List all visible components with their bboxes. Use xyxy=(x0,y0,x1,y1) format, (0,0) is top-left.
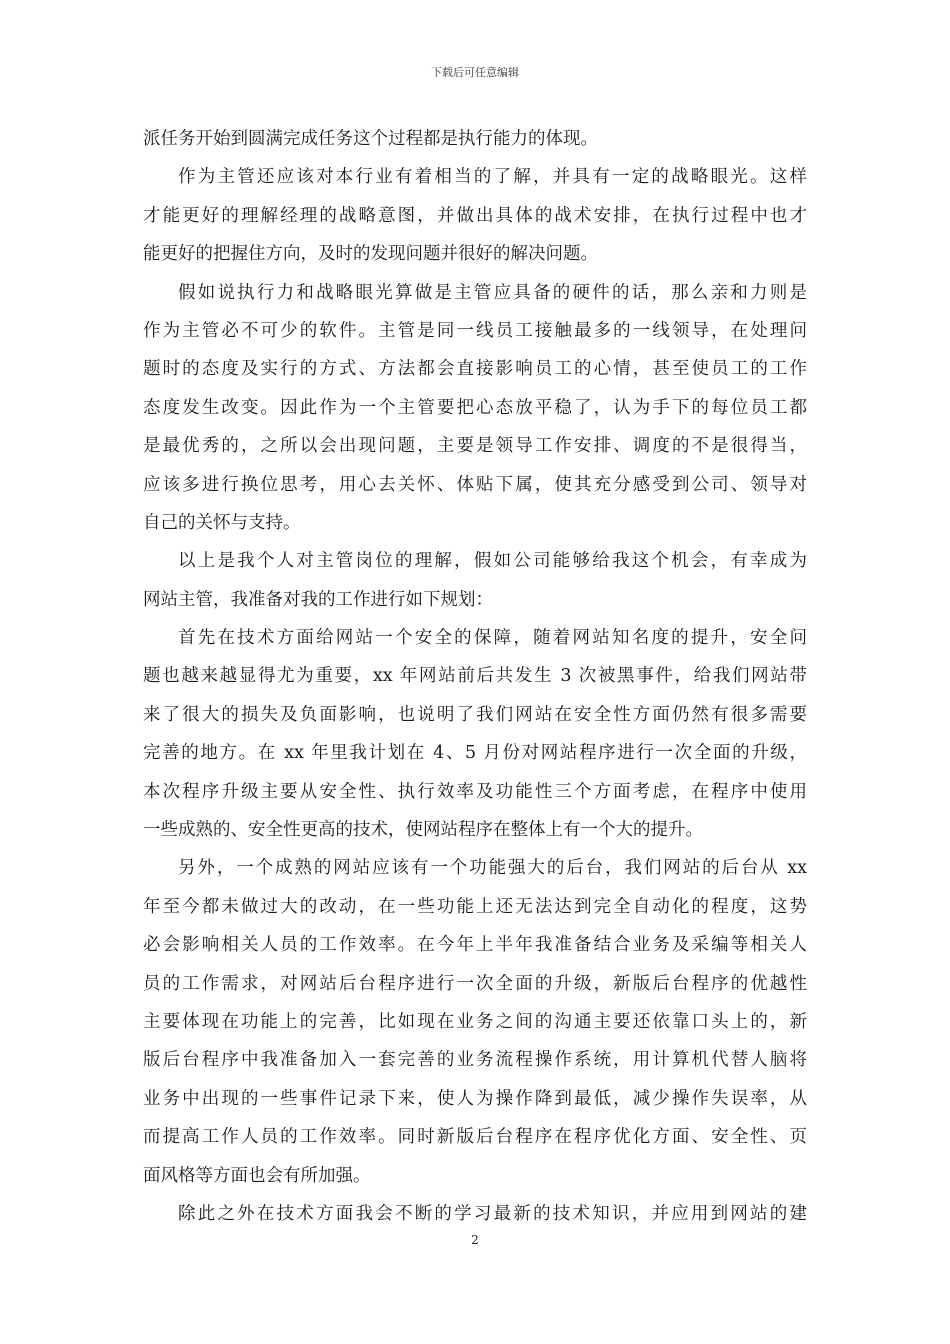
text-line: 态度发生改变。因此作为一个主管要把心态放平稳了，认为手下的每位员工都 xyxy=(143,397,807,418)
text-line: 员的工作需求，对网站后台程序进行一次全面的升级，新版后台程序的优越性 xyxy=(143,973,807,994)
text-line: 另外，一个成熟的网站应该有一个功能强大的后台，我们网站的后台从 xx xyxy=(178,858,807,879)
text-line: 来了很大的损失及负面影响，也说明了我们网站在安全性方面仍然有很多需要 xyxy=(143,704,807,725)
text-line: 年至今都未做过大的改动，在一些功能上还无法达到完全自动化的程度，这势 xyxy=(143,896,807,917)
text-line: 完善的地方。在 xx 年里我计划在 4、5 月份对网站程序进行一次全面的升级， xyxy=(143,743,807,764)
text-line: 自己的关怀与支持。 xyxy=(143,512,301,533)
text-line: 作为主管必不可少的软件。主管是同一线员工接触最多的一线领导，在处理问 xyxy=(143,320,807,341)
page-header: 下载后可任意编辑 xyxy=(431,66,519,79)
text-line: 以上是我个人对主管岗位的理解，假如公司能够给我这个机会，有幸成为 xyxy=(178,551,807,572)
document-body xyxy=(143,120,807,1233)
text-line: 业务中出现的一些事件记录下来，使人为操作降到最低，减少操作失误率，从 xyxy=(143,1088,807,1109)
text-line: 必会影响相关人员的工作效率。在今年上半年我准备结合业务及采编等相关人 xyxy=(143,935,807,956)
text-line: 除此之外在技术方面我会不断的学习最新的技术知识，并应用到网站的建 xyxy=(178,1203,807,1224)
text-line: 题也越来越显得尤为重要，xx 年网站前后共发生 3 次被黑事件，给我们网站带 xyxy=(143,666,807,687)
text-line: 假如说执行力和战略眼光算做是主管应具备的硬件的话，那么亲和力则是 xyxy=(178,282,807,303)
text-line: 本次程序升级主要从安全性、执行效率及功能性三个方面考虑，在程序中使用 xyxy=(143,781,807,802)
page-number: 2 xyxy=(471,1233,479,1247)
text-line: 面风格等方面也会有所加强。 xyxy=(143,1165,371,1186)
text-line: 能更好的把握住方向，及时的发现问题并很好的解决问题。 xyxy=(143,244,598,265)
text-line: 作为主管还应该对本行业有着相当的了解，并具有一定的战略眼光。这样 xyxy=(178,167,807,188)
text-line: 派任务开始到圆满完成任务这个过程都是执行能力的体现。 xyxy=(143,129,598,149)
text-line: 才能更好的理解经理的战略意图，并做出具体的战术安排，在执行过程中也才 xyxy=(143,205,807,226)
text-line: 网站主管，我准备对我的工作进行如下规划： xyxy=(143,589,493,610)
text-line: 题时的态度及实行的方式、方法都会直接影响员工的心情，甚至使员工的工作 xyxy=(143,359,807,380)
text-line: 主要体现在功能上的完善，比如现在业务之间的沟通主要还依靠口头上的，新 xyxy=(143,1011,807,1032)
text-line: 是最优秀的，之所以会出现问题，主要是领导工作安排、调度的不是很得当， xyxy=(143,436,807,457)
text-line: 首先在技术方面给网站一个安全的保障，随着网站知名度的提升，安全问 xyxy=(178,628,807,649)
text-line: 版后台程序中我准备加入一套完善的业务流程操作系统，用计算机代替人脑将 xyxy=(143,1050,807,1071)
text-line: 一些成熟的、安全性更高的技术，使网站程序在整体上有一个大的提升。 xyxy=(143,820,703,841)
text-line: 应该多进行换位思考，用心去关怀、体贴下属，使其充分感受到公司、领导对 xyxy=(143,474,807,495)
text-line: 而提高工作人员的工作效率。同时新版后台程序在程序优化方面、安全性、页 xyxy=(143,1127,807,1148)
